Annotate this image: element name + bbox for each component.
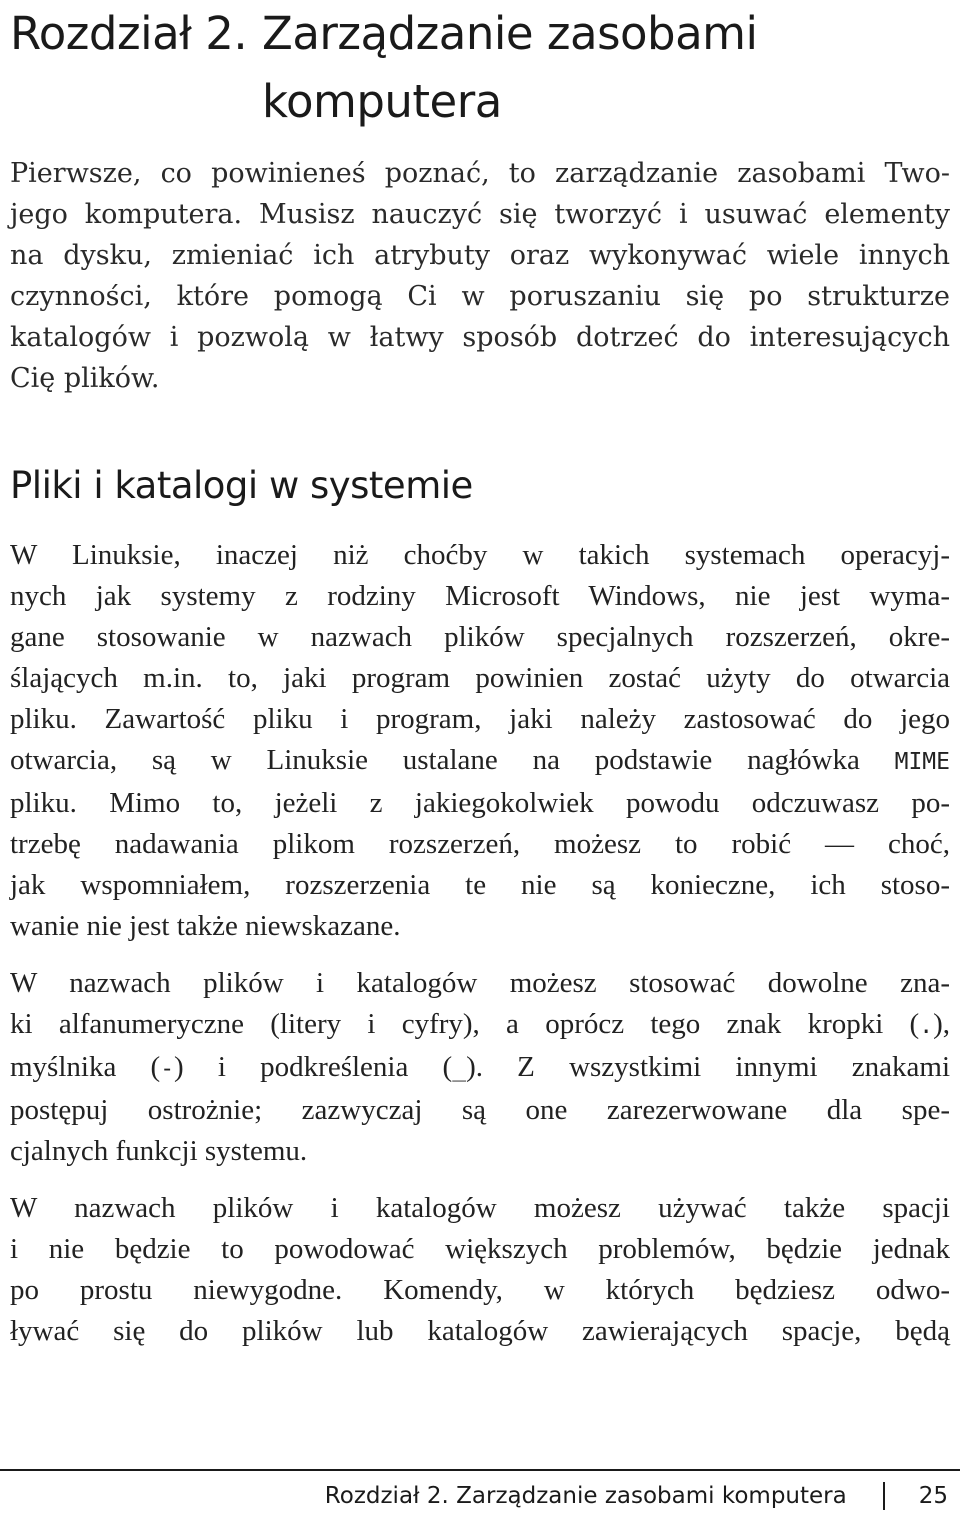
chapter-title-line1: Zarządzanie zasobami: [262, 7, 758, 60]
body-paragraph-3: [10, 1188, 950, 1352]
footer-separator: [883, 1482, 885, 1510]
text-line: ślających m.in. to, jaki program powinien zostać użyty do otwarcia: [10, 662, 950, 694]
text-line: nych jak systemy z rodziny Microsoft Windows, nie jest wyma-: [10, 580, 950, 612]
text-line: W nazwach plików i katalogów możesz stosować dowolne zna-: [10, 967, 950, 999]
text-line: postępuj ostrożnie; zazwyczaj są one zarezerwowane dla spe-: [10, 1094, 950, 1126]
text-fragment: myślnika (: [10, 1051, 161, 1083]
code-mime: MIME: [894, 749, 950, 775]
running-title: Rozdział 2. Zarządzanie zasobami komputera: [324, 1483, 847, 1509]
text-fragment: ki alfanumeryczne (litery i cyfry), a oprócz tego znak kropki (: [10, 1008, 920, 1040]
chapter-number: Rozdział 2.: [10, 7, 248, 60]
text-line: pliku. Mimo to, jeżeli z jakiegokolwiek powodu odczuwasz po-: [10, 787, 950, 819]
text-line: Cię plików.: [10, 363, 160, 394]
text-line: cjalnych funkcji systemu.: [10, 1135, 308, 1167]
text-line: trzebę nadawania plikom rozszerzeń, możesz to robić — choć,: [10, 828, 950, 860]
chapter-title: [10, 0, 950, 136]
page-footer: [325, 1479, 948, 1513]
code-hyphen: -: [160, 1056, 175, 1082]
intro-paragraph: [10, 153, 950, 399]
text-line: gane stosowanie w nazwach plików specjalnych rozszerzeń, okre-: [10, 621, 950, 653]
text-line-with-code: [10, 1004, 950, 1047]
text-line: po prostu niewygodne. Komendy, w których będziesz odwo-: [10, 1274, 950, 1306]
text-line: jak wspomniałem, rozszerzenia te nie są konieczne, ich stoso-: [10, 869, 950, 901]
code-dot: .: [919, 1013, 934, 1039]
text-line: i nie będzie to powodować większych problemów, będzie jednak: [10, 1233, 950, 1265]
text-line-with-code: [10, 740, 950, 783]
text-fragment: ). Z wszystkimi innymi znakami: [466, 1051, 950, 1083]
text-line: ływać się do plików lub katalogów zawierających spacje, będą: [10, 1315, 950, 1347]
text-line: jego komputera. Musisz nauczyć się tworzyć i usuwać elementy: [10, 199, 950, 230]
body-paragraph-1: [10, 535, 950, 947]
chapter-title-line2: komputera: [262, 75, 502, 128]
text-line: katalogów i pozwolą w łatwy sposób dotrzeć do interesujących: [10, 322, 950, 353]
text-fragment: ) i podkreślenia (: [174, 1051, 453, 1083]
text-fragment: otwarcia, są w Linuksie ustalane na podstawie nagłówka: [10, 744, 860, 776]
text-line: wanie nie jest także niewskazane.: [10, 910, 401, 942]
footer-rule: [0, 1469, 960, 1471]
text-line: Pierwsze, co powinieneś poznać, to zarządzanie zasobami Two-: [10, 158, 950, 189]
text-line-with-code: [10, 1047, 950, 1090]
code-underscore: _: [452, 1056, 467, 1082]
section-heading: Pliki i katalogi w systemie: [10, 464, 473, 507]
text-line: czynności, które pomogą Ci w poruszaniu się po strukturze: [10, 281, 950, 312]
text-line: W Linuksie, inaczej niż choćby w takich systemach operacyj-: [10, 539, 950, 571]
text-line: na dysku, zmieniać ich atrybuty oraz wykonywać wiele innych: [10, 240, 950, 271]
body-paragraph-2: [10, 963, 950, 1172]
text-line: W nazwach plików i katalogów możesz używać także spacji: [10, 1192, 950, 1224]
text-line: pliku. Zawartość pliku i program, jaki należy zastosować do jego: [10, 703, 950, 735]
page-number: 25: [918, 1483, 948, 1509]
text-fragment: ),: [933, 1008, 950, 1040]
